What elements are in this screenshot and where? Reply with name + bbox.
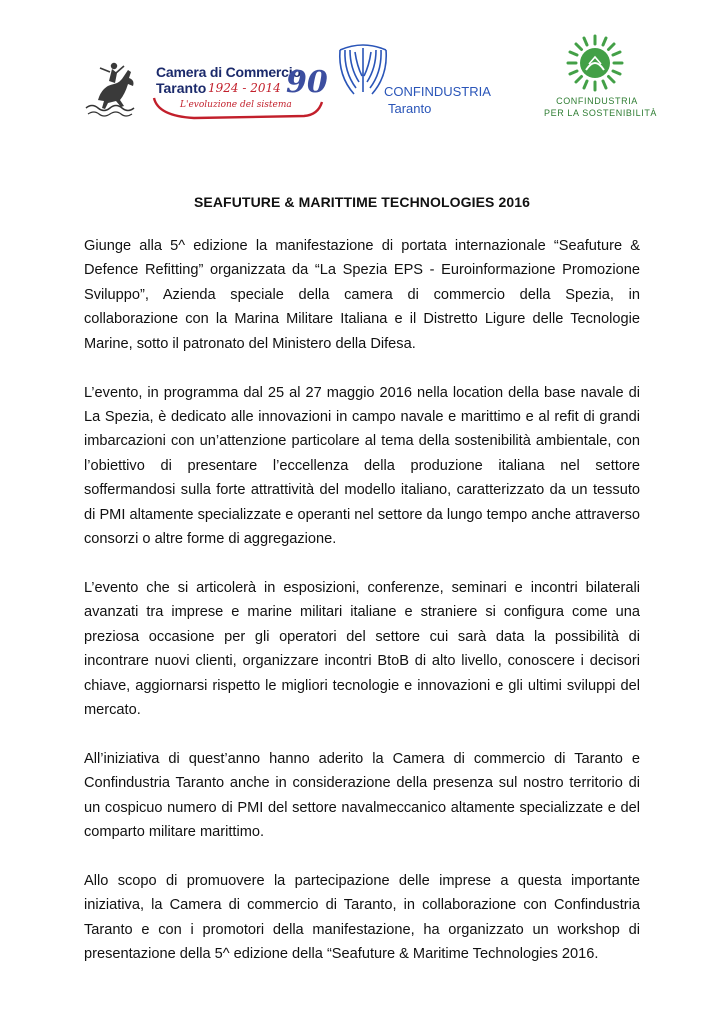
confindustria-sostenibilita-logo [544, 34, 658, 124]
confindustria-city: Taranto [388, 101, 432, 116]
horse-rider-emblem-icon [84, 56, 142, 118]
sostenibilita-name-line1: CONFINDUSTRIA [556, 96, 638, 106]
anniversary-90-mark: 90 [286, 65, 328, 100]
camera-commercio-name: Camera di Commercio [156, 64, 301, 80]
confindustria-eagle-icon [336, 44, 390, 100]
green-sun-icon [566, 34, 624, 92]
paragraph: Allo scopo di promuovere la partecipazione delle imprese a questa importante iniziativa, la Camera di commercio di Taranto, in collaborazione con Confindustria Taranto e con i promotori della manifestazione, ha organizzato un workshop di presentazione della 5^ edizione della “Seafuture & Maritime Technologies 2016. [84, 872, 640, 963]
confindustria-taranto-logo [336, 44, 516, 120]
camera-commercio-city: Taranto [156, 80, 207, 96]
confindustria-name: CONFINDUSTRIA [384, 84, 491, 99]
document-body [84, 234, 640, 991]
document-title: SEAFUTURE & MARITTIME TECHNOLOGIES 2016 [193, 194, 531, 210]
paragraph: Giunge alla 5^ edizione la manifestazione di portata internazionale “Seafuture & Defence Refitting” organizzata da “La Spezia EPS - Euroinformazione Promozione Sviluppo”, Azienda speciale della camera di commercio della Spezia, in collaborazione con la Marina Militare Italiana e il Distretto Ligure delle Tecnologie Marine, sotto il patronato del Ministero della Difesa. [84, 238, 640, 352]
camera-commercio-logo [84, 52, 328, 122]
camera-commercio-tagline: L'evoluzione del sistema [180, 100, 292, 110]
paragraph: L’evento, in programma dal 25 al 27 maggio 2016 nella location della base navale di La Spezia, è dedicato alle innovazioni in campo navale e marittimo e al refit di grandi imbarcazioni con un’attenzione particolare al tema della sostenibilità ambientale, con l’obiettivo di presentare l’eccellenza della produzione italiana nel settore soffermandosi sulla forte attrattività del modello italiano, caratterizzato da un tessuto di PMI altamente specializzate e operanti nel settore da lungo tempo anche attraverso consorzi o altre forme di aggregazione. [84, 384, 640, 547]
paragraph: All’iniziativa di quest’anno hanno aderito la Camera di commercio di Taranto e Confindustria Taranto anche in considerazione della presenza sul nostro territorio di un cospicuo numero di PMI del settore navalmeccanico altamente specializzate e del comparto militare marittimo. [84, 750, 640, 841]
camera-commercio-years: 1924 - 2014 [208, 81, 281, 95]
paragraph: L’evento che si articolerà in esposizioni, conferenze, seminari e incontri bilaterali avanzati tra imprese e marine militari italiane e straniere si configura come una preziosa occasione per gli operatori del settore cui sarà data la possibilità di incontrare nuovi clienti, organizzare incontri BtoB di alto livello, conoscere i decisori chiave, aggiornarsi rispetto le migliori tecnologie e innovazioni e gli ultimi sviluppi del mercato. [84, 579, 640, 718]
sostenibilita-name-line2: PER LA SOSTENIBILITÀ [544, 108, 658, 118]
